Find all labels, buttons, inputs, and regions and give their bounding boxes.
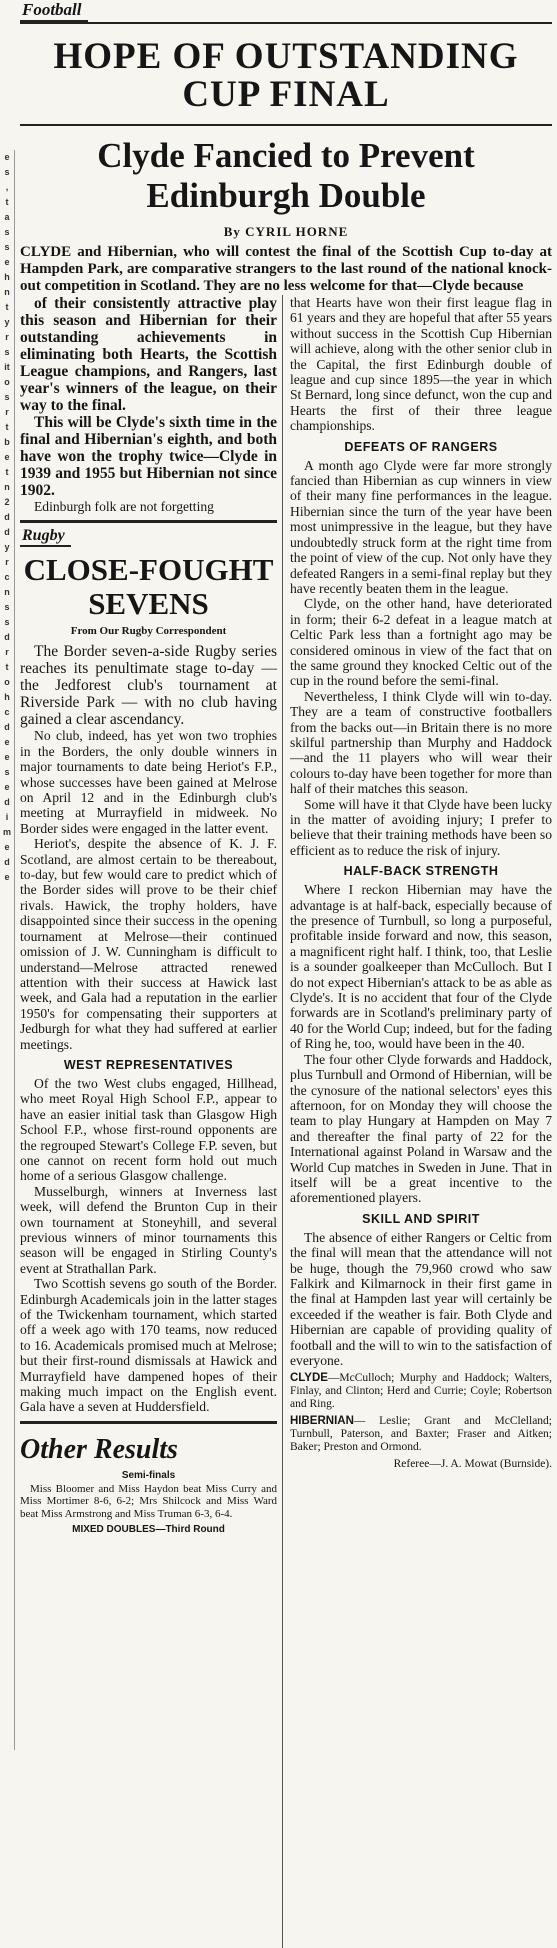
crosshead-half-back: HALF-BACK STRENGTH <box>343 864 499 879</box>
gutter-glyph: s <box>4 347 10 357</box>
gutter-glyph: t <box>5 302 9 312</box>
gutter-glyph: h <box>4 692 10 702</box>
gutter-glyph: e <box>4 842 10 852</box>
hibernian-label: HIBERNIAN <box>290 1415 354 1428</box>
rugby-byline: From Our Rugby Correspondent <box>70 625 227 638</box>
other-results-heading: Other Results <box>20 1433 178 1465</box>
semi-finals-label: Semi-finals <box>121 1469 176 1481</box>
gutter-glyph: , <box>5 182 9 192</box>
mixed-doubles-label: MIXED DOUBLES—Third Round <box>72 1524 225 1536</box>
gutter-glyph: n <box>4 587 10 597</box>
gutter-glyph: e <box>4 737 10 747</box>
gutter-glyph: s <box>4 242 10 252</box>
adjacent-column-fragment <box>0 150 15 1750</box>
gutter-glyph: e <box>4 872 10 882</box>
rugby-section-label: Rugby <box>20 527 71 547</box>
right-paragraph: Clyde, on the other hand, have deteriorated in form; their 6-2 defeat in a league match at Celtic Park less than a fortnight ago may be considered ominous in view of the fact that on the same ground they knocked Celtic out of the cup in the round before the semi-final. <box>290 596 552 689</box>
gutter-glyph: d <box>4 857 10 867</box>
subheadline-line-2: Edinburgh Double <box>146 176 426 215</box>
gutter-glyph: d <box>4 722 10 732</box>
rugby-paragraph: Of the two West clubs engaged, Hillhead, who meet Royal High School F.P., appear to have an easier initial task than Glasgow High School F.P., whose first-round opponents are the regrouped Stewart's College F.P. seven, but one cannot on recent form hold out much home of a serious Glasgow challenge. <box>20 1075 277 1184</box>
right-paragraph: Where I reckon Hibernian may have the advantage is at half-back, especially because of the presence of Turnbull, so long a purposeful, profitable inside forward and now, this season, a magnificent right half. I think, too, that Leslie is a sounder goalkeeper than McCulloch. But I do not expect Hibernian's attack to be as able as Clyde's. It is no accident that four of the Clyde forwards are in Scotland's preliminary party of 40 for the World Cup; indeed, but for the fading of Ring he, too, would have been in the 40. <box>290 882 552 1052</box>
left-column <box>20 295 277 1537</box>
gutter-glyph: d <box>4 632 10 642</box>
gutter-glyph: d <box>4 512 10 522</box>
gutter-glyph: e <box>4 257 10 267</box>
rugby-paragraph: No club, indeed, has yet won two trophies in the Borders, the only double winners in major tournaments to date being Heriot's F.P., whose successes have been gained at Melrose on April 12 and in the Edinburgh club's meeting at Murrayfield in midweek. No Border sides were engaged in the latter event. <box>20 728 277 836</box>
gutter-glyph: s <box>4 617 10 627</box>
gutter-glyph: t <box>5 467 9 477</box>
gutter-glyph: r <box>5 647 9 657</box>
article-area <box>20 0 552 22</box>
football-article <box>20 24 552 1536</box>
gutter-glyph: s <box>4 167 10 177</box>
semi-finals-results: Miss Bloomer and Miss Haydon beat Miss Curry and Miss Mortimer 8-6, 6-2; Mrs Shilcock and Miss Ward beat Miss Armstrong and Miss Truman 6-3, 6-4. <box>20 1482 277 1520</box>
headline-line-1: HOPE OF OUTSTANDING <box>53 36 519 77</box>
left-paragraph: This will be Clyde's sixth time in the final and Hibernian's eighth, and both have won the trophy twice—Clyde in 1939 and 1955 but Hibernian not since 1902. <box>20 414 277 499</box>
rugby-headline-line-1: CLOSE-FOUGHT <box>23 552 274 588</box>
column-divider <box>282 295 283 1948</box>
clyde-lineup: —McCulloch; Murphy and Haddock; Walters, Finlay, and Clinton; Herd and Currie; Coyle; Robertson and Ring. <box>290 1372 552 1411</box>
gutter-glyph: t <box>5 662 9 672</box>
gutter-glyph: o <box>4 377 10 387</box>
gutter-glyph: i <box>5 812 9 822</box>
gutter-glyph: y <box>4 542 10 552</box>
rugby-headline <box>20 553 277 621</box>
gutter-glyph: e <box>4 782 10 792</box>
right-paragraph: that Hearts have won their first league flag in 61 years and they are hopeful that after 55 years without success in the Scottish Cup Hibernian will achieve, along with the other senior club in the Capital, the first Edinburgh double of league and cup since 1895—the year in which St Bernard, long since defunct, won the cup and Hearts the first of their three league championships. <box>290 295 552 434</box>
gutter-glyph: e <box>4 152 10 162</box>
clyde-team <box>290 1372 552 1411</box>
gutter-glyph: e <box>4 452 10 462</box>
rugby-headline-line-2: SEVENS <box>88 586 209 622</box>
gutter-glyph: d <box>4 527 10 537</box>
gutter-glyph: n <box>4 287 10 297</box>
right-paragraph: The absence of either Rangers or Celtic from the final will mean that the attendance will not be huge, though the 79,960 crowd who saw Falkirk and Kilmarnock in their first game in the final at Hampden last year will certainly be exceeded if the weather is fair. Both Clyde and Hibernian are capable of providing quality of football and the will to win to the satisfaction of everyone. <box>290 1229 552 1368</box>
gutter-glyph: r <box>5 557 9 567</box>
section-label: Football <box>20 0 88 22</box>
rugby-lead: The Border seven-a-side Rugby series reaches its penultimate stage to-day — the Jedforest club's tournament at Riverside Park — with no club having gained a clear ascendancy. <box>20 643 277 729</box>
gutter-glyph: c <box>4 572 10 582</box>
hibernian-team <box>290 1415 552 1454</box>
left-paragraph: of their consistently attractive play this season and Hibernian for their outstanding achievements in eliminating both Hearts, the Scottish League champions, and Rangers, last year's winners of the league, on their way to the final. <box>20 295 277 414</box>
gutter-glyph: r <box>5 407 9 417</box>
gutter-glyph: e <box>4 752 10 762</box>
headline-line-2: CUP FINAL <box>182 74 390 115</box>
subheadline-line-1: Clyde Fancied to Prevent <box>97 136 475 175</box>
gutter-glyph: s <box>4 767 10 777</box>
headline-rule <box>20 124 552 126</box>
gutter-glyph: s <box>4 602 10 612</box>
left-paragraph: Edinburgh folk are not forgetting <box>34 499 214 514</box>
gutter-glyph: a <box>4 212 10 222</box>
crosshead-skill: SKILL AND SPIRIT <box>362 1211 480 1226</box>
right-paragraph: Some will have it that Clyde have been lucky in the matter of avoiding injury; I prefer to believe that their training methods have been so efficient as to reduce the risk of injury. <box>290 796 552 858</box>
rugby-rule <box>20 520 277 523</box>
gutter-glyph: s <box>4 227 10 237</box>
right-column <box>290 295 552 1471</box>
gutter-glyph: c <box>4 707 10 717</box>
other-results-rule <box>20 1421 277 1424</box>
rugby-paragraph: Two Scottish sevens go south of the Border. Edinburgh Academicals join in the latter stages of the Twickenham tournament, which started off a week ago with 170 teams, now reduced to 16. Academicals promised much at Melrose; but their first-round dismissals at Hawick and Murrayfield have dampened hopes of their making much impact on the English event. Gala have a seven at Huddersfield. <box>20 1276 277 1415</box>
gutter-glyph: d <box>4 797 10 807</box>
right-paragraph: A month ago Clyde were far more strongly fancied than Hibernian as cup winners in view of their many fine performances in the league. Hibernian since the turn of the year have been most unimpressive in the league, but they have undoubtedly struck form at the right time from the point of view of the cup. Not only have they defeated Rangers in a semi-final replay but they have recently beaten them in the league. <box>290 457 552 596</box>
gutter-glyph: 2 <box>4 497 10 507</box>
gutter-glyph: it <box>4 362 10 372</box>
gutter-glyph: h <box>4 272 10 282</box>
hibernian-lineup: — Leslie; Grant and McClelland; Turnbull, Paterson, and Baxter; Fraser and Aitken; Baker; Preston and Ormond. <box>290 1415 552 1454</box>
gutter-glyph: s <box>4 392 10 402</box>
subheadline <box>20 136 552 216</box>
rugby-crosshead: WEST REPRESENTATIVES <box>63 1057 234 1072</box>
rugby-paragraph: Heriot's, despite the absence of K. J. F. Scotland, are almost certain to be thereabout, to-day, but few would care to predict which of the Border sides will prove to be their chief rivals. Hawick, the trophy holders, have disappointed since their success in the opening tournament at Melrose—their continued omission of J. W. Cunningham is difficult to understand—Melrose attracted renewed attention with their success at Hawick last week, and Gala had a reputation in the earlier 1950's for compensating their supporters at Jedburgh for what they had suffered at earlier meetings. <box>20 836 277 1052</box>
gutter-glyph: m <box>2 827 11 837</box>
lead-paragraph: CLYDE and Hibernian, who will contest the final of the Scottish Cup to-day at Hampden Park, are comparative strangers to the last round of the national knock-out competition in Scotland. They are no less welcome for that—Clyde because <box>20 244 552 294</box>
gutter-glyph: o <box>4 677 10 687</box>
byline: By CYRIL HORNE <box>223 224 349 239</box>
headline <box>20 38 552 114</box>
gutter-glyph: t <box>5 197 9 207</box>
gutter-glyph: t <box>5 422 9 432</box>
rugby-paragraph: Musselburgh, winners at Inverness last week, will defend the Brunton Cup in their own tournament at Stoneyhill, and several previous winners of minor tournaments this season will be engaged in Stirling County's event at Strathallan Park. <box>20 1183 277 1276</box>
gutter-glyph: y <box>4 317 10 327</box>
clyde-label: CLYDE <box>290 1372 328 1385</box>
gutter-glyph: n <box>4 482 10 492</box>
right-paragraph: The four other Clyde forwards and Haddock, plus Turnbull and Ormond of Hibernian, will be the cynosure of the national selectors' eyes this afternoon, for on Monday they will choose the team to play Hungary at Hampden on May 7 and thereafter the final party of 22 for the International against Poland in Warsaw and the World Cup matches in Sweden in June. That in itself will be a great incentive to the aforementioned players. <box>290 1051 552 1206</box>
referee: Referee—J. A. Mowat (Burnside). <box>393 1458 552 1471</box>
right-paragraph: Nevertheless, I think Clyde will win to-day. They are a team of constructive footballers from the backs out—in Britain there is no more skilful partnership than Murphy and Haddock—and the 11 players who will wear their colours to-day have been together for more than half of their matches this season. <box>290 688 552 797</box>
gutter-glyph: b <box>4 437 10 447</box>
gutter-glyph: r <box>5 332 9 342</box>
crosshead-defeats: DEFEATS OF RANGERS <box>344 439 498 454</box>
